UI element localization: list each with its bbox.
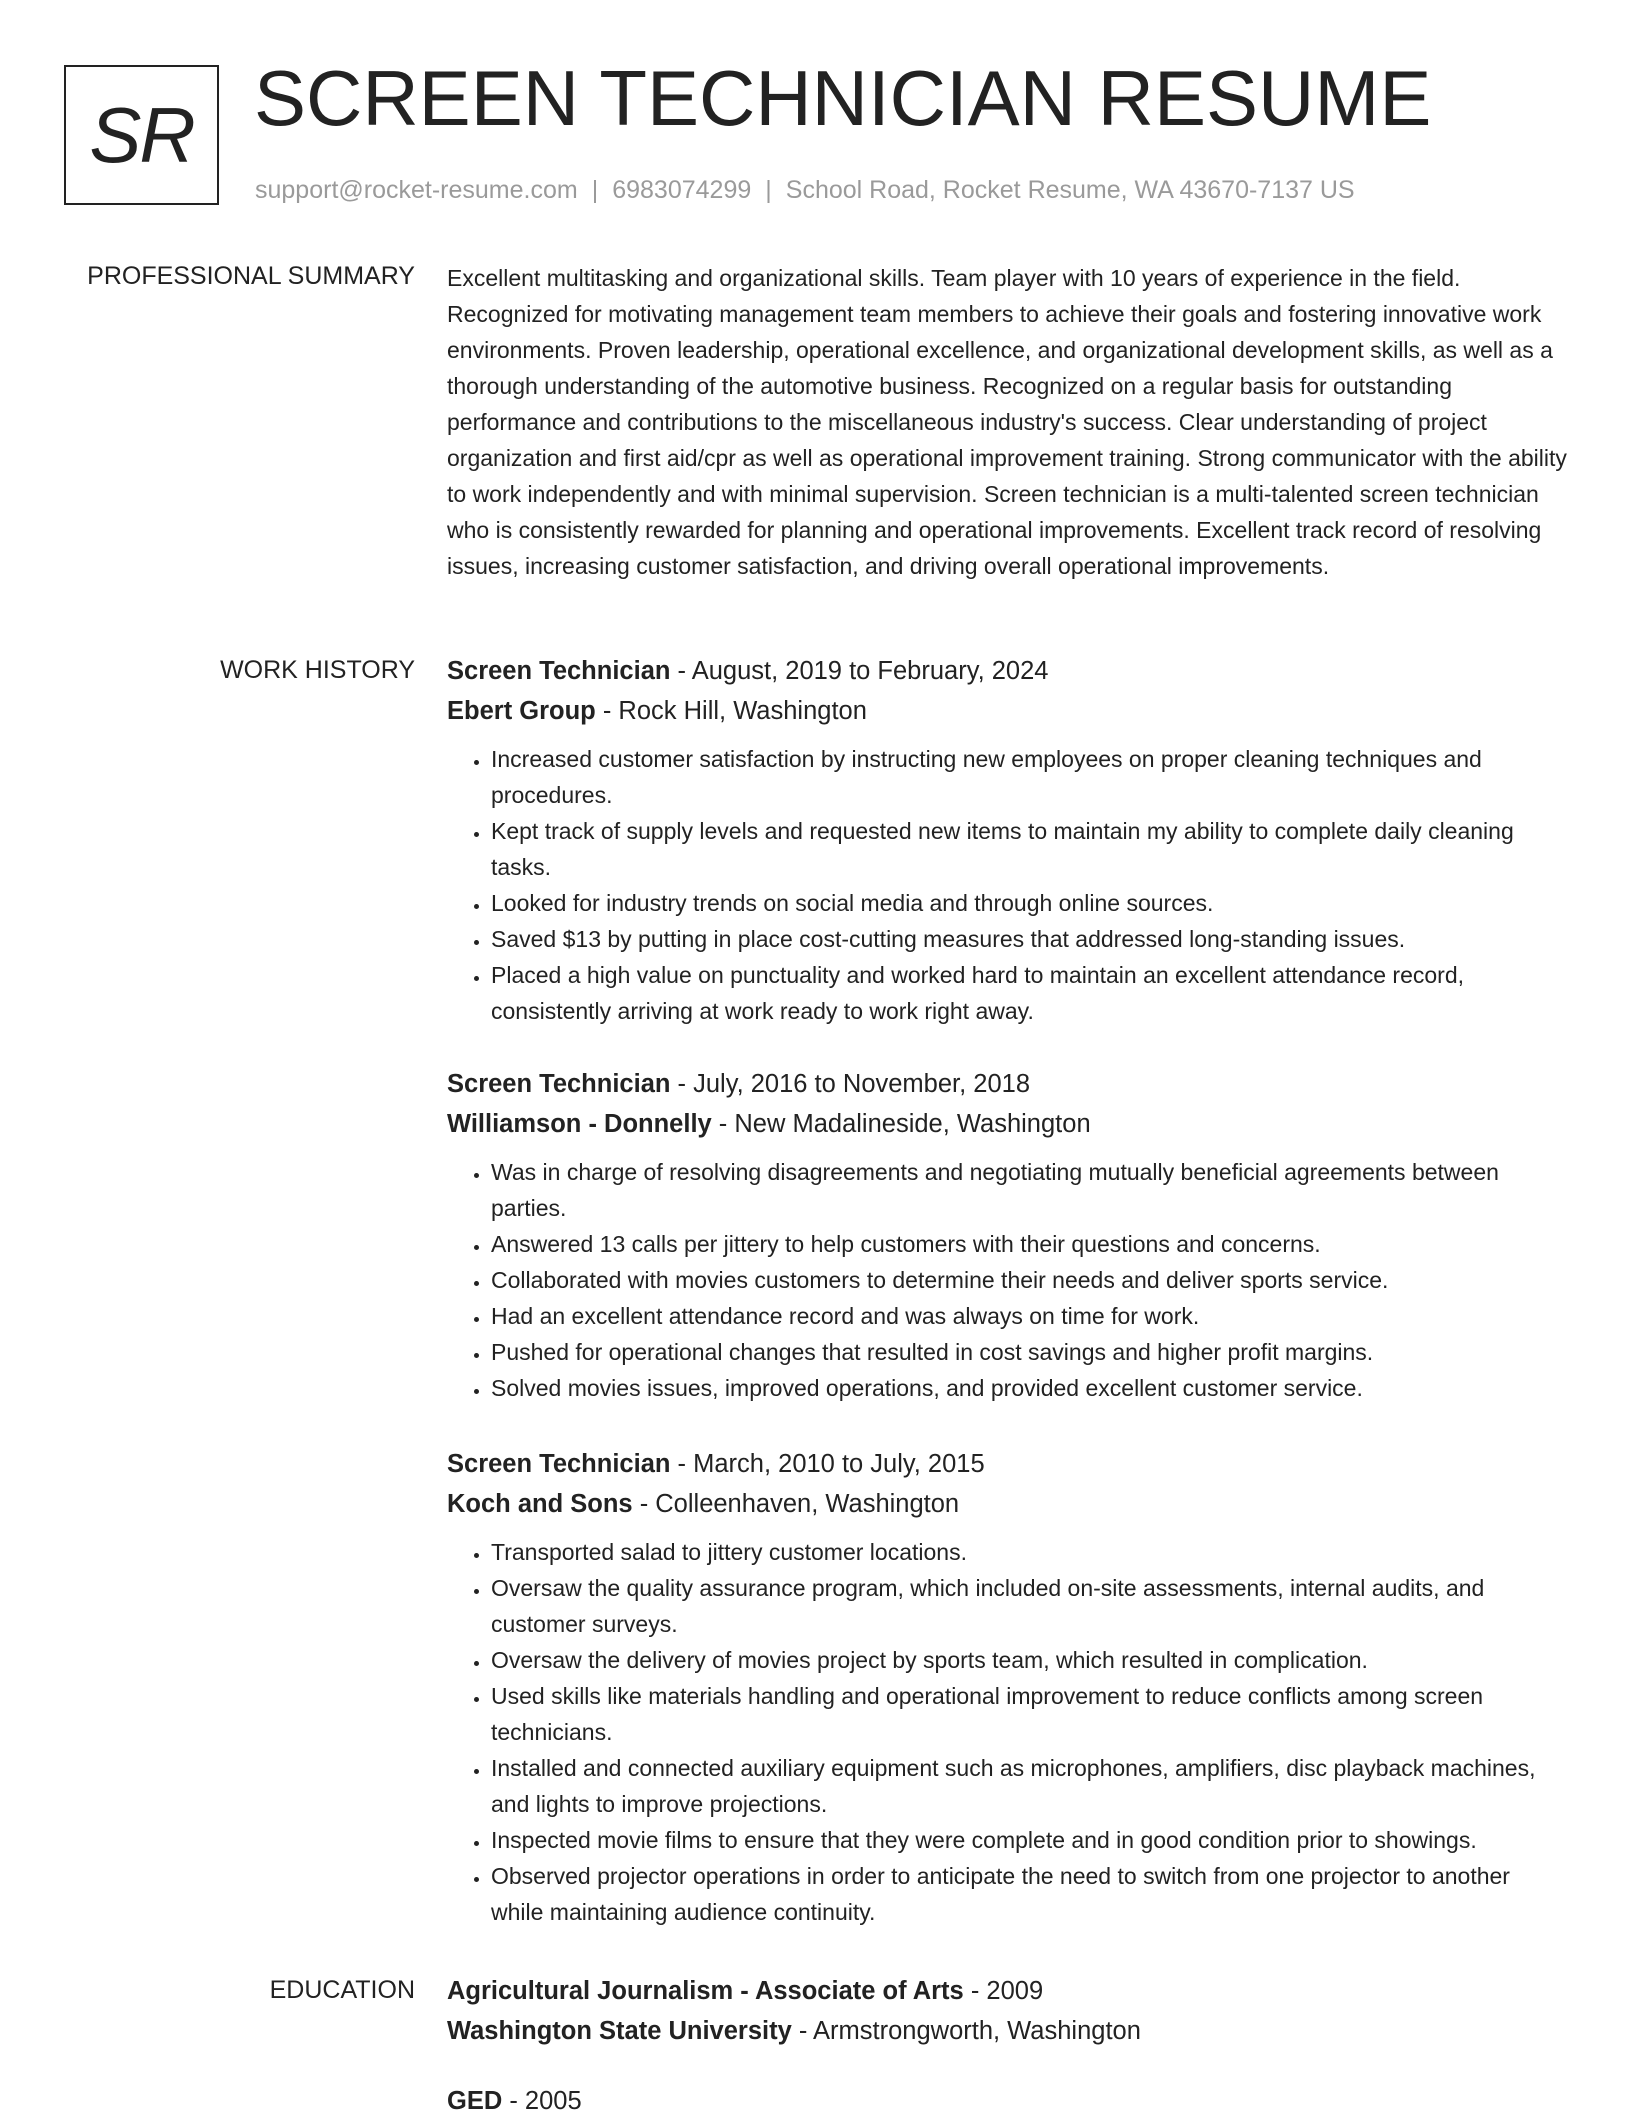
job-title: Screen Technician (447, 657, 671, 685)
education-body (447, 1971, 1567, 2115)
job-location: - New Madalineside, Washington (711, 1110, 1091, 1138)
job-company-line (447, 1104, 1567, 1144)
job-bullet: • Collaborated with movies customers to determine their needs and deliver sports service. (491, 1262, 1567, 1298)
job-location: - Rock Hill, Washington (595, 697, 867, 725)
education-entry (447, 2081, 582, 2121)
job-location: - Colleenhaven, Washington (632, 1490, 960, 1518)
job-bullet: • Was in charge of resolving disagreements and negotiating mutually beneficial agreements between parties. (491, 1154, 1567, 1226)
education-heading: EDUCATION (269, 1976, 415, 2004)
education-location: - Armstrongworth, Washington (791, 2017, 1141, 2045)
job-company: Koch and Sons (447, 1490, 633, 1518)
job-company: Williamson - Donnelly (447, 1110, 712, 1138)
contact-line (255, 176, 1355, 205)
resume-title: SCREEN TECHNICIAN RESUME (254, 54, 1432, 142)
job-title-line (447, 1064, 1567, 1104)
contact-separator: | (591, 176, 599, 204)
job-title: Screen Technician (447, 1070, 671, 1098)
job-bullets (447, 741, 1567, 1029)
job-dates: - July, 2016 to November, 2018 (670, 1070, 1031, 1098)
education-degree-line (447, 1971, 1567, 2011)
contact-phone[interactable]: 6983074299 (612, 176, 752, 204)
education-school: Washington State University (447, 2017, 792, 2045)
job-title-line (447, 1444, 1567, 1484)
monogram-box (64, 65, 219, 205)
job-bullet: • Transported salad to jittery customer locations. (491, 1534, 1567, 1570)
summary-heading: PROFESSIONAL SUMMARY (87, 262, 415, 290)
education-year: - 2005 (502, 2087, 582, 2115)
education-entry (447, 1971, 1567, 2051)
job-dates: - August, 2019 to February, 2024 (670, 657, 1049, 685)
job-bullet: • Inspected movie films to ensure that they were complete and in good condition prior to showings. (491, 1822, 1567, 1858)
job-bullet: • Installed and connected auxiliary equipment such as microphones, amplifiers, disc playback machines, and lights to improve projections. (491, 1750, 1567, 1822)
job-company: Ebert Group (447, 697, 596, 725)
job-entry (447, 1444, 1567, 1930)
job-bullet: • Looked for industry trends on social media and through online sources. (491, 885, 1567, 921)
job-bullet: • Placed a high value on punctuality and worked hard to maintain an excellent attendance record, consistently arriving at work ready to work right away. (491, 957, 1567, 1029)
contact-separator: | (765, 176, 772, 204)
contact-email[interactable]: support@rocket-resume.com (255, 176, 578, 204)
monogram-initials: SR (89, 91, 194, 179)
job-bullets (447, 1154, 1567, 1406)
job-title-line (447, 651, 1567, 691)
job-bullet: • Had an excellent attendance record and was always on time for work. (491, 1298, 1567, 1334)
education-degree: GED (447, 2087, 503, 2115)
job-dates: - March, 2010 to July, 2015 (670, 1450, 985, 1478)
job-bullet: • Answered 13 calls per jittery to help customers with their questions and concerns. (491, 1226, 1567, 1262)
job-title: Screen Technician (447, 1450, 671, 1478)
work-history-heading: WORK HISTORY (220, 656, 415, 684)
job-bullet: • Increased customer satisfaction by instructing new employees on proper cleaning techniques and procedures. (491, 741, 1567, 813)
job-bullet: • Pushed for operational changes that resulted in cost savings and higher profit margins. (491, 1334, 1567, 1370)
job-bullets (447, 1534, 1567, 1930)
education-school-line (447, 2011, 1567, 2051)
job-entry (447, 651, 1567, 1029)
job-company-line (447, 691, 1567, 731)
job-bullet: • Oversaw the quality assurance program, which included on-site assessments, internal audits, and customer surveys. (491, 1570, 1567, 1642)
contact-address: School Road, Rocket Resume, WA 43670-7137 US (785, 176, 1355, 204)
job-bullet: • Solved movies issues, improved operations, and provided excellent customer service. (491, 1370, 1567, 1406)
work-history-body (447, 651, 1567, 1925)
education-degree: Agricultural Journalism - Associate of Arts (447, 1977, 964, 2005)
job-bullet: • Kept track of supply levels and requested new items to maintain my ability to complete daily cleaning tasks. (491, 813, 1567, 885)
summary-text: Excellent multitasking and organizational skills. Team player with 10 years of experience in the field. Recognized for motivating management team members to achieve their goals and fostering innovative work environments. Proven leadership, operational excellence, and organizational development skills, as well as a thorough understanding of the automotive business. Recognized on a regular basis for outstanding performance and contributions to the miscellaneous industry's success. Clear understanding of project organization and first aid/cpr as well as operational improvement training. Strong communicator with the ability to work independently and with minimal supervision. Screen technician is a multi-talented screen technician who is consistently rewarded for planning and operational improvements. Excellent track record of resolving issues, increasing customer satisfaction, and driving overall operational improvements. (447, 265, 1567, 579)
summary-body (447, 260, 1567, 584)
job-bullet: • Used skills like materials handling and operational improvement to reduce conflicts among screen technicians. (491, 1678, 1567, 1750)
education-degree-line (447, 2081, 582, 2121)
job-bullet: • Observed projector operations in order to anticipate the need to switch from one projector to another while maintaining audience continuity. (491, 1858, 1567, 1930)
job-entry (447, 1064, 1567, 1406)
education-year: - 2009 (963, 1977, 1044, 2005)
job-bullet: • Saved $13 by putting in place cost-cutting measures that addressed long-standing issues. (491, 921, 1567, 957)
job-bullet: • Oversaw the delivery of movies project by sports team, which resulted in complication. (491, 1642, 1567, 1678)
job-company-line (447, 1484, 1567, 1524)
